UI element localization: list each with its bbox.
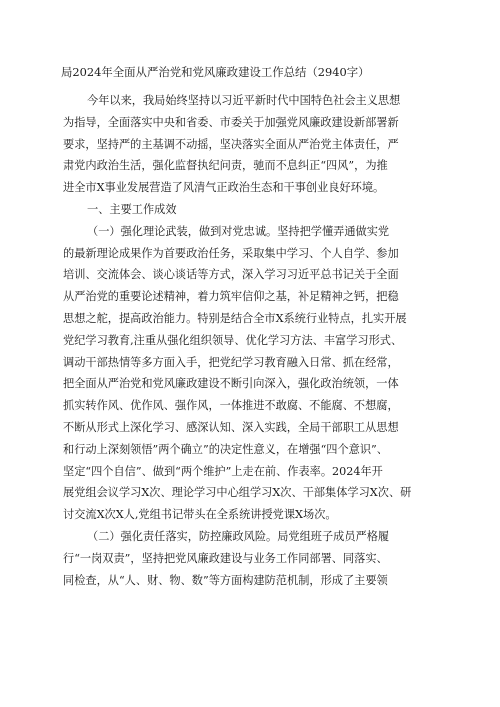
paragraph-line: 展党组会议学习X次、理论学习中心组学习X次、干部集体学习X次、研 (63, 486, 412, 500)
paragraph-line: 培训、交流体会、谈心谈话等方式，深入学习习近平总书记关于全面 (63, 268, 399, 282)
paragraph-line: （二）强化责任落实，防控廉政风险。局党组班子成员严格履 (87, 529, 390, 543)
intro-paragraph (63, 90, 454, 199)
paragraph-line: 抓实转作风、优作风、强作风，一体推进不敢腐、不能腐、不想腐， (63, 399, 399, 413)
paragraph-line: 和行动上深刻领悟”两个确立”的决定性意义，在增强“四个意识”、 (63, 442, 388, 456)
paragraph-line: 行“一岗双责”，坚持把党风廉政建设与业务工作同部署、同落实、 (63, 551, 388, 565)
paragraph-line: 的最新理论成果作为首要政治任务，采取集中学习、个人自学、参加 (63, 246, 399, 260)
paragraph-line: 今年以来，我局始终坚持以习近平新时代中国特色社会主义思想 (87, 94, 401, 107)
paragraph-line: 不断从形式上深化学习、感深认知、深入实践，全局干部职工从思想 (63, 420, 399, 434)
subsection-2-paragraph (63, 526, 454, 591)
paragraph-line: 讨交流X次X人,党组书记带头在全系统讲授党课X场次。 (63, 508, 337, 522)
section-heading: 一、主要工作成效 (87, 202, 177, 216)
paragraph-line: 同检查，从“人、财、物、数”等方面构建防范机制，形成了主要领 (63, 573, 388, 587)
paragraph-line: 把全面从严治党和党风廉政建设不断引向深入，强化政治统领，一体 (63, 377, 399, 391)
paragraph-line: 从严治党的重要论述精神，着力筑牢信仰之基，补足精神之钙，把稳 (63, 290, 399, 304)
paragraph-line: 思想之舵，提高政治能力。特别是结合全市X系统行业特点，扎实开展 (63, 311, 407, 325)
paragraph-line: （一）强化理论武装，做到对党忠诚。坚持把学懂弄通做实党 (87, 224, 390, 238)
paragraph-line: 坚定“四个自信”、做到“两个维护”上走在前、作表率。2024年开 (63, 464, 383, 478)
paragraph-line: 党纪学习教育,注重从强化组织领导、优化学习方法、丰富学习形式、 (63, 333, 403, 347)
subsection-1-paragraph (63, 221, 454, 526)
paragraph-line: 进全市X事业发展营造了风清气正政治生态和干事创业良好环境。 (63, 181, 385, 195)
paragraph-line: 为指导，全面落实中央和省委、市委关于加强党风廉政建设新部署新 (63, 115, 399, 129)
document-title: 局2024年全面从严治党和党风廉政建设工作总结（2940字） (61, 65, 370, 79)
paragraph-line: 肃党内政治生活，强化监督执纪问责，驰而不息纠正“四风”，为推 (63, 159, 388, 173)
paragraph-line: 调动干部热情等多方面入手，把党纪学习教育融入日常、抓在经常， (63, 355, 399, 369)
paragraph-line: 要求，坚持严的主基调不动摇，坚决落实全面从严治党主体责任，严 (63, 137, 399, 151)
